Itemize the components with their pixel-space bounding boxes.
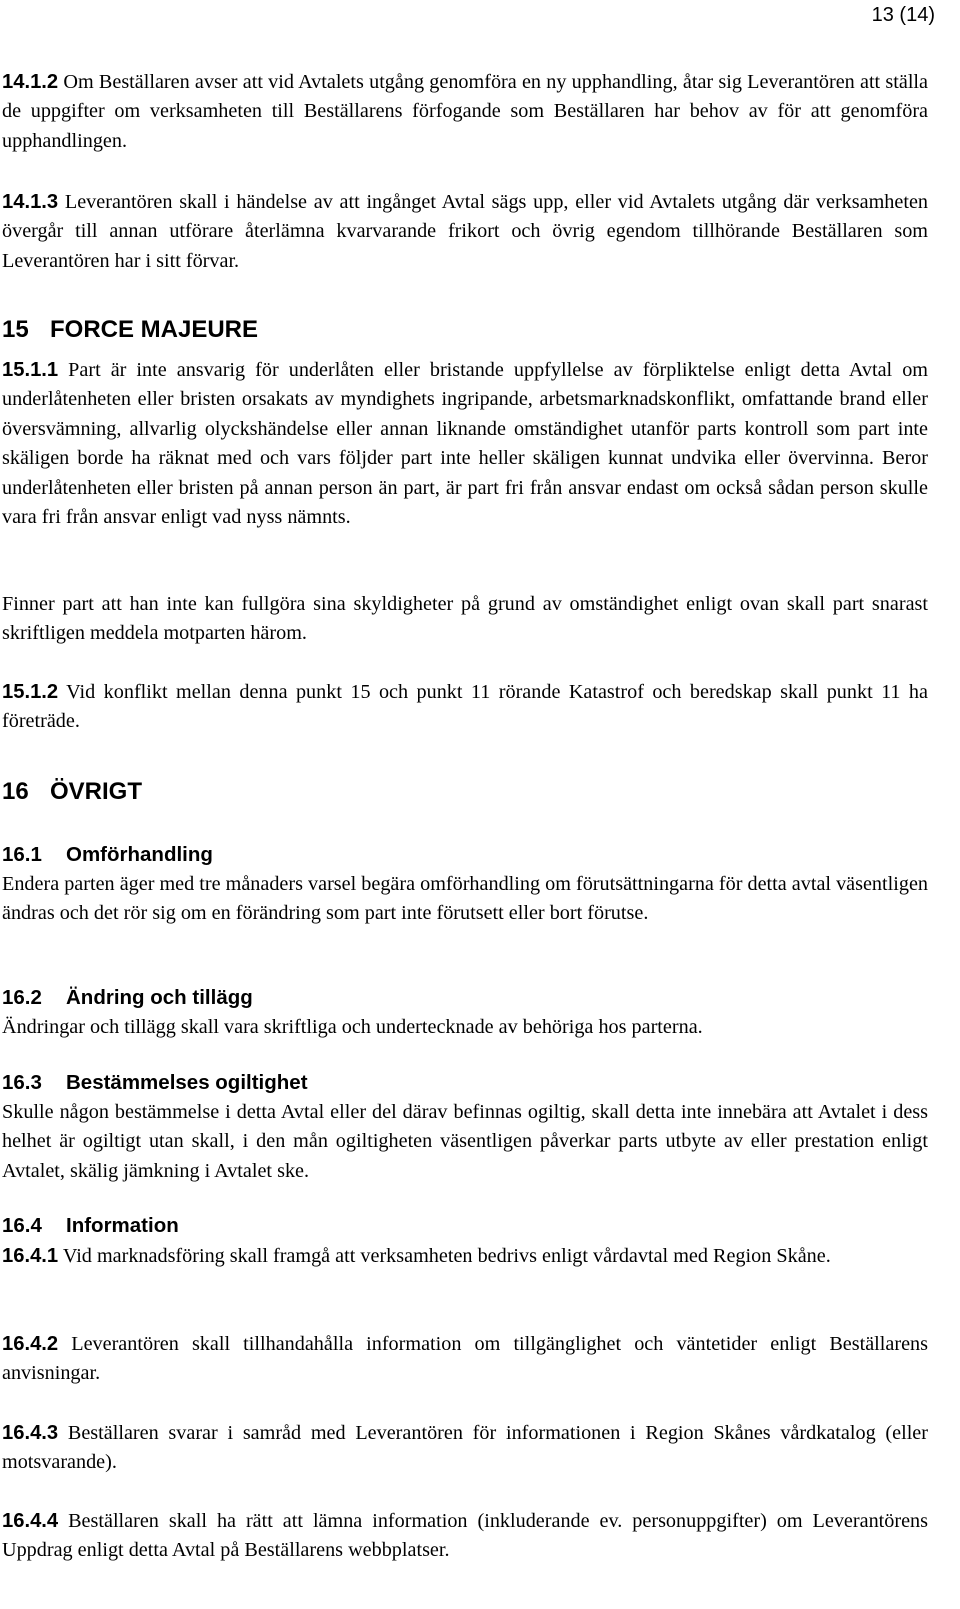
paragraph-15-1-1	[2, 356, 928, 532]
paragraph-15-1-2	[2, 678, 928, 737]
subsection-title: Omförhandling	[66, 843, 213, 866]
subsection-heading-16-3	[2, 1071, 308, 1095]
clause-number: 14.1.3	[2, 191, 59, 213]
paragraph-14-1-2	[2, 68, 928, 156]
section-title: ÖVRIGT	[50, 778, 143, 805]
section-heading-16	[2, 778, 142, 806]
paragraph-16-4-2	[2, 1330, 928, 1389]
subsection-number: 16.3	[2, 1071, 42, 1094]
clause-number: 16.4.1	[2, 1245, 59, 1267]
paragraph-14-1-3	[2, 188, 928, 276]
paragraph-16-4-3	[2, 1419, 928, 1478]
subsection-number: 16.1	[2, 843, 42, 866]
section-number: 16	[2, 778, 29, 805]
clause-text: Beställaren svarar i samråd med Leverantören för informationen i Region Skånes vårdkatalog (eller motsvarande).	[2, 1422, 928, 1474]
clause-number: 15.1.1	[2, 359, 59, 381]
clause-text: Part är inte ansvarig för underlåten eller bristande uppfyllelse av förpliktelse enligt detta Avtal om underlåtenheten eller bristen orsakats av myndighets ingripande, arbetsmarknadskonflikt, omfattande brand eller översvämning, allvarlig olyckshändelse eller annan liknande omständighet utanför parts kontroll som part inte skäligen borde ha räknat med och vars följder part inte heller skäligen kunnat undvika eller övervinna. Beror underlåtenheten eller bristen på annan person än part, är part fri från ansvar endast om också sådan person skulle vara fri från ansvar enligt vad nyss nämnts.	[2, 359, 928, 529]
clause-text: Beställaren skall ha rätt att lämna information (inkluderande ev. personuppgifter) om Leverantörens Uppdrag enligt detta Avtal på Beställarens webbplatser.	[2, 1510, 928, 1562]
paragraph-16-2: Ändringar och tillägg skall vara skriftliga och undertecknade av behöriga hos parterna.	[2, 1016, 703, 1038]
clause-number: 15.1.2	[2, 681, 59, 703]
subsection-number: 16.2	[2, 986, 42, 1009]
clause-number: 16.4.4	[2, 1510, 59, 1532]
paragraph-15-finner: Finner part att han inte kan fullgöra sina skyldigheter på grund av omständighet enligt ovan skall part snarast skriftligen meddela motparten härom.	[2, 593, 928, 645]
page-number: 13 (14)	[871, 4, 935, 26]
clause-text: Leverantören skall i händelse av att ingånget Avtal sägs upp, eller vid Avtalets utgång där verksamheten övergår till annan utförare återlämna kvarvarande frikort och övrig egendom tillhörande Beställaren som Leverantören har i sitt förvar.	[2, 191, 928, 272]
subsection-title: Ändring och tillägg	[66, 986, 253, 1009]
clause-text: Vid marknadsföring skall framgå att verksamheten bedrivs enligt vårdavtal med Region Skåne.	[58, 1245, 831, 1267]
subsection-heading-16-4	[2, 1214, 179, 1238]
paragraph-16-4-4	[2, 1507, 928, 1566]
clause-text: Om Beställaren avser att vid Avtalets utgång genomföra en ny upphandling, åtar sig Leverantören att ställa de uppgifter om verksamheten till Beställarens förfogande som Beställaren har behov av för att genomföra upphandlingen.	[2, 71, 928, 152]
paragraph-16-1: Endera parten äger med tre månaders varsel begära omförhandling om förutsättningarna för detta avtal väsentligen ändras och det rör sig om en förändring som part inte förutsett eller bort förutse.	[2, 873, 929, 925]
section-heading-15	[2, 316, 258, 344]
paragraph-16-4-1	[2, 1242, 928, 1271]
clause-number: 14.1.2	[2, 71, 59, 93]
section-number: 15	[2, 316, 29, 343]
clause-text: Leverantören skall tillhandahålla information om tillgänglighet och väntetider enligt Beställarens anvisningar.	[2, 1333, 928, 1385]
clause-number: 16.4.3	[2, 1422, 59, 1444]
clause-text: Vid konflikt mellan denna punkt 15 och punkt 11 rörande Katastrof och beredskap skall punkt 11 ha företräde.	[2, 681, 928, 733]
subsection-number: 16.4	[2, 1214, 42, 1237]
subsection-heading-16-2	[2, 986, 253, 1010]
subsection-title: Information	[66, 1214, 179, 1237]
section-title: FORCE MAJEURE	[50, 316, 259, 343]
clause-number: 16.4.2	[2, 1333, 59, 1355]
paragraph-16-3: Skulle någon bestämmelse i detta Avtal eller del därav befinnas ogiltig, skall detta inte innebära att Avtalet i dess helhet är ogiltigt utan skall, i den mån ogiltigheten väsentligen påverkar parts utbyte av eller prestation enligt Avtalet, skälig jämkning i Avtalet ske.	[2, 1101, 928, 1182]
subsection-heading-16-1	[2, 843, 213, 867]
subsection-title: Bestämmelses ogiltighet	[66, 1071, 308, 1094]
